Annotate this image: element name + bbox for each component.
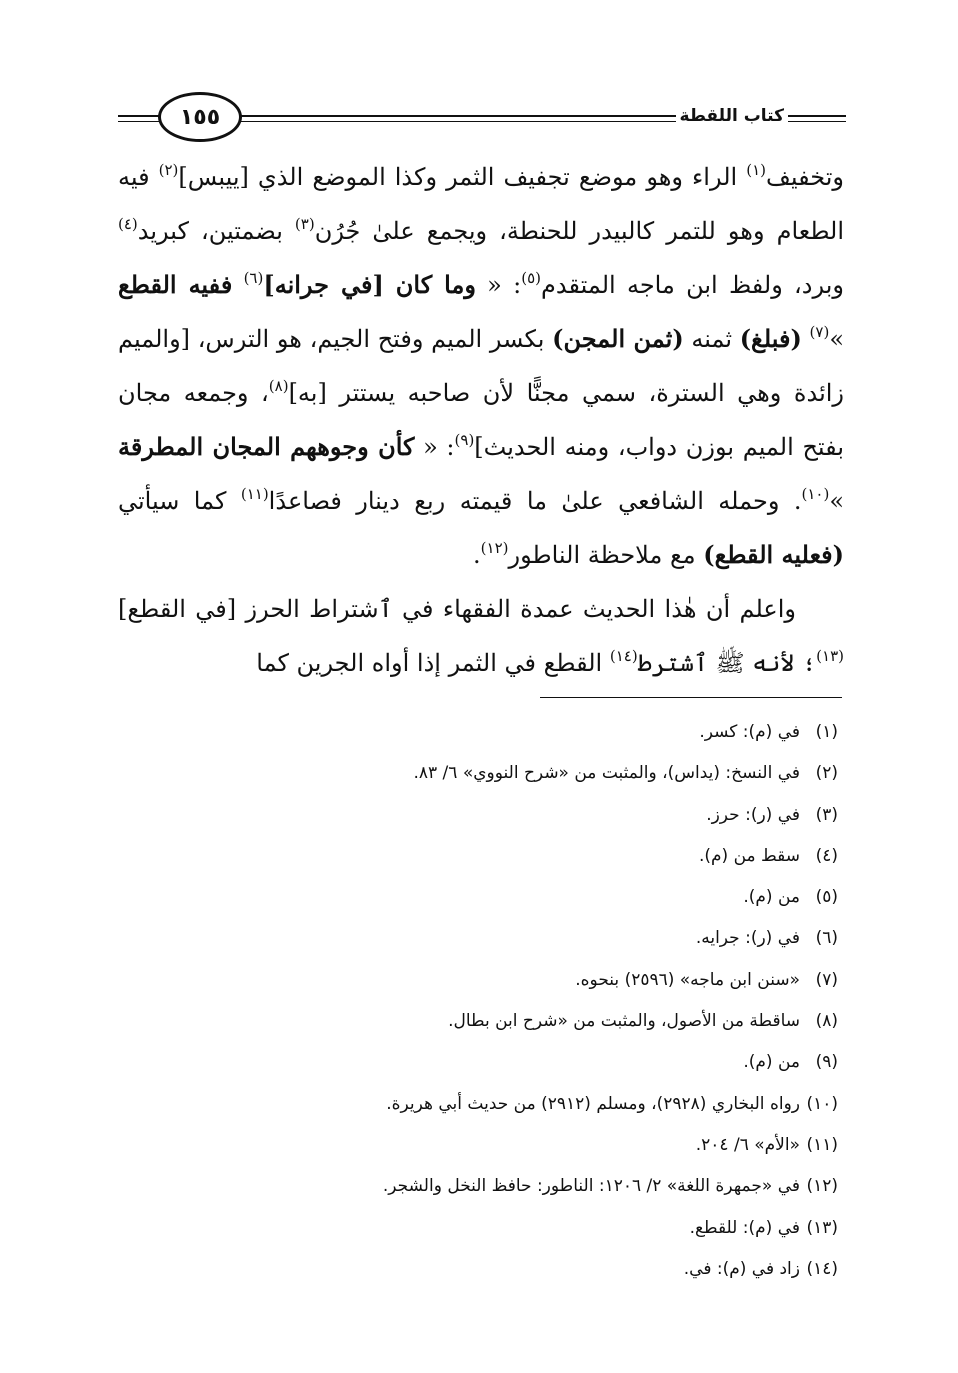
text-segment: »	[829, 487, 845, 515]
footnote-number: (٨)	[815, 1011, 838, 1032]
footnote-item	[200, 836, 838, 877]
matn-term-bold: (فعليه القطع)	[703, 540, 844, 569]
text-segment: واعلم أن هٰذا الحديث عمدة الفقهاء في ٱشتراط الحرز [في القطع]	[118, 595, 796, 623]
footnote-number: (٧)	[815, 969, 838, 990]
footnote-ref-10[interactable]: (١٠)	[801, 485, 830, 503]
footnote-item	[200, 1166, 838, 1207]
footnote-item	[200, 1249, 838, 1290]
footnote-number: (١٤)	[806, 1258, 838, 1279]
footnote-item	[200, 795, 838, 836]
text-segment	[232, 271, 243, 299]
footnote-text: في النسخ: (يداس)، والمثبت من «شرح النووي» ٦/ ٨٣.	[413, 763, 800, 784]
footnote-item	[200, 753, 838, 794]
footnote-number: (١٣)	[806, 1217, 838, 1238]
text-segment: مع ملاحظة الناطور	[508, 541, 704, 569]
footnote-text: ساقطة من الأصول، والمثبت من «شرح ابن بطال.	[448, 1011, 800, 1032]
footnote-text: في «جمهرة اللغة» ٢/ ١٢٠٦: الناطور: حافظ النخل والشجر.	[382, 1176, 800, 1197]
text-segment: ، وجمعه مجان بفتح الميم بوزن دواب، ومنه الحديث]	[118, 379, 844, 461]
footnote-ref-7[interactable]: (٧)	[809, 323, 830, 341]
text-segment: »	[829, 325, 844, 353]
text-segment: وتخفيف	[766, 163, 844, 191]
footnote-item	[200, 877, 838, 918]
main-text	[118, 150, 844, 690]
footnote-item	[200, 712, 838, 753]
footnote-item	[200, 918, 838, 959]
footnote-ref-6[interactable]: (٦)	[243, 269, 264, 287]
footnote-ref-1[interactable]: (١)	[746, 161, 766, 179]
footnote-text: «سنن ابن ماجه» (٢٥٩٦) بنحوه.	[575, 969, 800, 990]
matn-term-bold: (فبلغ)	[739, 324, 802, 353]
footnote-ref-13[interactable]: (١٣)	[816, 647, 844, 665]
footnote-ref-4[interactable]: (٤)	[118, 215, 138, 233]
footnote-ref-12[interactable]: (١٢)	[480, 539, 509, 557]
text-segment: : «	[475, 271, 522, 299]
footnote-number: (٢)	[815, 763, 838, 784]
footnote-number: (١١)	[806, 1134, 838, 1155]
text-segment: .	[473, 541, 481, 569]
footnote-number: (٩)	[815, 1052, 838, 1073]
footnote-text: في (م): للقطع.	[689, 1217, 800, 1238]
footnote-item	[200, 1208, 838, 1249]
hadith-quote-bold: ففيه القطع	[118, 270, 233, 299]
footnote-item	[200, 1125, 838, 1166]
footnote-number: (٦)	[815, 928, 838, 949]
footnote-text: من (م).	[743, 887, 800, 908]
matn-term-bold: (ثمن المجن)	[552, 324, 684, 353]
footnote-text: من (م).	[743, 1052, 800, 1073]
footnote-text: «الأم» ٦/ ٢٠٤.	[695, 1134, 800, 1155]
footnote-text: سقط من (م).	[698, 845, 800, 866]
hadith-quote-bold: وما كان [في جرانه]	[263, 270, 476, 299]
page-number: ١٥٥	[179, 104, 221, 130]
footnote-ref-2[interactable]: (٢)	[158, 161, 179, 179]
footnote-number: (١٠)	[806, 1093, 838, 1114]
footnote-number: (٤)	[815, 845, 838, 866]
footnote-text: في (ر): حرز.	[706, 804, 800, 825]
footnote-ref-5[interactable]: (٥)	[521, 269, 541, 287]
paragraph-2	[118, 582, 844, 690]
footnote-text: زاد في (م): في.	[683, 1258, 800, 1279]
footnote-item	[200, 1042, 838, 1083]
footnote-ref-11[interactable]: (١١)	[240, 485, 269, 503]
footnote-ref-9[interactable]: (٩)	[454, 431, 475, 449]
text-segment: ؛ لأنه ﷺ ٱشترط	[637, 649, 817, 677]
text-segment: كما سيأتي	[118, 487, 241, 515]
text-segment: بكسر الميم وفتح الجيم، هو الترس، [والميم زائدة وهي السترة، سمي مجنًّا لأن صاحبه يستتر [به]	[118, 325, 845, 407]
footnote-ref-14[interactable]: (١٤)	[609, 647, 638, 665]
footnote-item	[200, 1001, 838, 1042]
footnote-separator	[540, 697, 842, 698]
footnote-number: (٣)	[815, 804, 838, 825]
footnote-ref-3[interactable]: (٣)	[294, 215, 315, 233]
page-header	[118, 92, 846, 148]
footnote-number: (١٢)	[806, 1176, 838, 1197]
footnote-text: رواه البخاري (٢٩٢٨)، ومسلم (٢٩١٢) من حديث أبي هريرة.	[386, 1093, 800, 1114]
footnotes-list	[200, 712, 838, 1290]
page-number-badge	[158, 92, 242, 142]
text-segment: بضمتين، كبريد	[137, 217, 295, 245]
text-segment: ثمنه	[683, 325, 740, 353]
text-segment	[802, 325, 810, 353]
paragraph-1	[118, 150, 844, 582]
footnote-ref-8[interactable]: (٨)	[268, 377, 289, 395]
footnote-text: في (م): كسر.	[699, 722, 800, 742]
text-segment: القطع في الثمر إذا أواه الجرين كما	[256, 649, 610, 677]
footnote-number: (٥)	[815, 887, 838, 908]
footnote-number: (١)	[815, 722, 838, 742]
text-segment: فيه الطعام وهو للتمر كالبيدر للحنطة، ويجمع علىٰ جُرُن	[118, 163, 844, 245]
text-segment: . وحمله الشافعي علىٰ ما قيمته ربع دينار فصاعدًا	[268, 487, 802, 515]
text-segment: الراء وهو موضع تجفيف الثمر وكذا الموضع الذي [ييبس]	[178, 163, 747, 191]
text-segment: وبرد، ولفظ ابن ماجه المتقدم	[541, 271, 844, 299]
text-segment: : «	[414, 433, 455, 461]
hadith-quote-bold: كأن وجوههم المجان المطرقة	[118, 432, 415, 461]
footnote-item	[200, 960, 838, 1001]
footnote-text: في (ر): جرايه.	[695, 928, 800, 949]
footnote-item	[200, 1084, 838, 1125]
running-title: كتاب اللقطة	[676, 106, 788, 126]
